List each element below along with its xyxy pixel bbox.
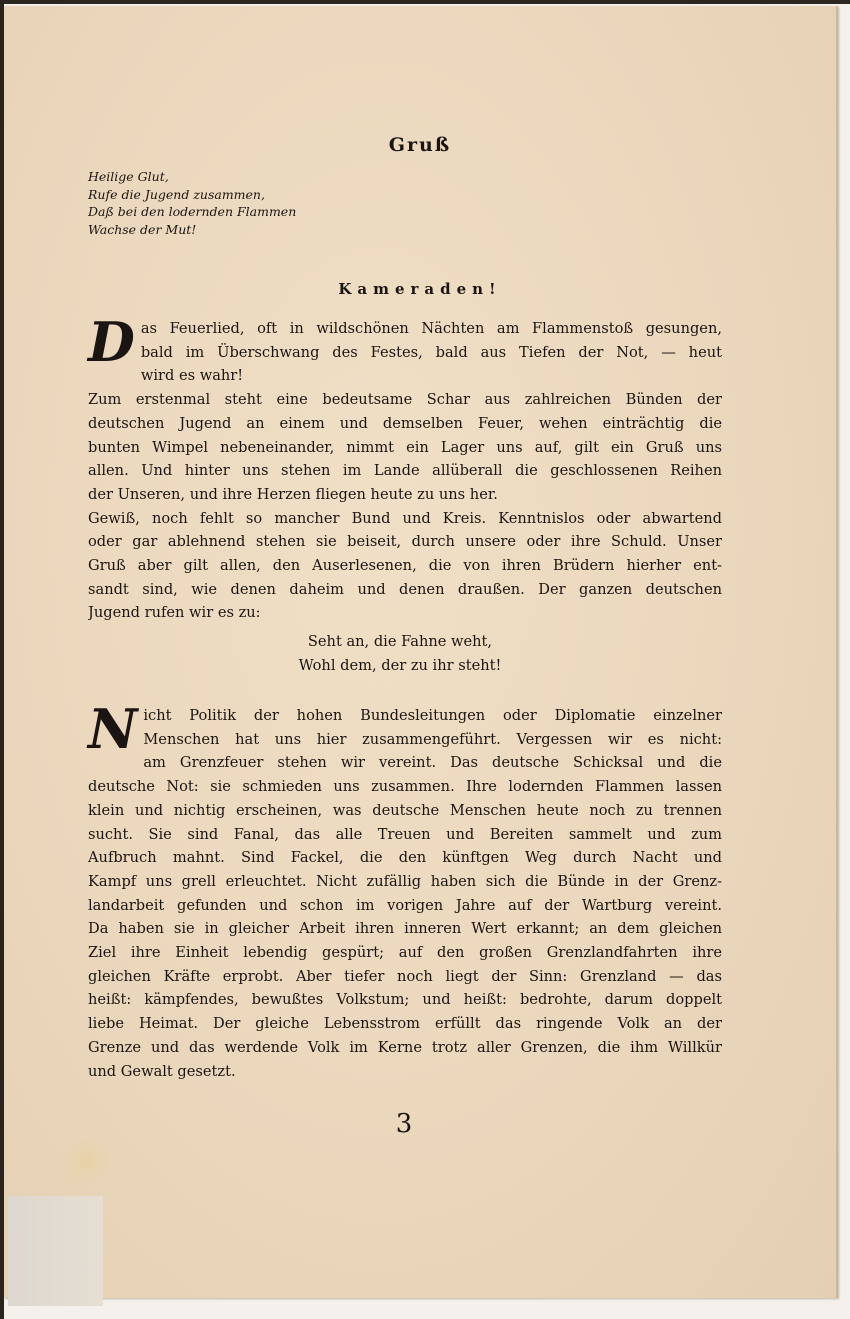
text-line: Da haben sie in gleicher Arbeit ihren inneren Wert erkannt; an dem gleichen xyxy=(88,920,722,938)
section-heading: Kameraden! xyxy=(338,280,502,298)
text-line: heißt: kämpfendes, bewußtes Volkstum; und heißt: bedrohte, darum doppelt xyxy=(88,991,722,1009)
poem-line: Daß bei den lodernden Flammen xyxy=(88,204,297,220)
text-line: Kampf uns grell erleuchtet. Nicht zufällig haben sich die Bünde in der Grenz- xyxy=(88,872,722,890)
scan-top-edge xyxy=(0,0,850,4)
text-line: deutschen Jugend an einem und demselben Feuer, wehen einträchtig die xyxy=(88,414,722,432)
text-line: gleichen Kräfte erprobt. Aber tiefer noch liegt der Sinn: Grenzland — das xyxy=(88,967,722,985)
paragraph-1 xyxy=(88,310,722,625)
couplet-line: Seht an, die Fahne weht, xyxy=(307,633,493,650)
paragraph-2 xyxy=(88,697,722,1083)
page-title: Gruß xyxy=(388,134,452,156)
paper-stain xyxy=(62,1136,112,1186)
text-line: bunten Wimpel nebeneinander, nimmt ein Lager uns auf, gilt ein Gruß uns xyxy=(88,438,722,456)
text-line: klein und nichtig erscheinen, was deutsche Menschen heute noch zu trennen xyxy=(88,801,722,819)
text-line: sucht. Sie sind Fanal, das alle Treuen und Bereiten sammelt und zum xyxy=(88,825,722,843)
text-line: wird es wahr! xyxy=(140,367,244,385)
text-line: liebe Heimat. Der gleiche Lebensstrom erfüllt das ringende Volk an der xyxy=(88,1015,722,1033)
drop-cap: D xyxy=(88,310,135,374)
poem-line: Rufe die Jugend zusammen, xyxy=(88,186,265,202)
text-line: Jugend rufen wir es zu: xyxy=(88,604,261,622)
text-line: der Unseren, und ihre Herzen fliegen heute zu uns her. xyxy=(88,485,498,503)
couplet xyxy=(4,630,796,677)
text-line: bald im Überschwang des Festes, bald aus Tiefen der Not, — heut xyxy=(140,343,722,361)
text-line: Gruß aber gilt allen, den Auserlesenen, die von ihren Brüdern hierher ent- xyxy=(88,557,722,575)
book-page xyxy=(4,6,838,1298)
couplet-line: Wohl dem, der zu ihr steht! xyxy=(298,656,502,674)
text-line: Gewiß, noch fehlt so mancher Bund und Kreis. Kenntnislos oder abwartend xyxy=(88,509,722,527)
page-corner-shade xyxy=(8,1196,103,1306)
epigraph-poem xyxy=(88,168,488,239)
text-line: landarbeit gefunden und schon im vorigen Jahre auf der Wartburg vereint. xyxy=(88,896,722,914)
poem-line: Heilige Glut, xyxy=(88,169,169,184)
text-line: oder gar ablehnend stehen sie beiseit, durch unsere oder ihre Schuld. Unser xyxy=(88,533,722,551)
page-number: 3 xyxy=(395,1109,413,1139)
text-line: Menschen hat uns hier zusammengeführt. Vergessen wir es nicht: xyxy=(143,730,722,748)
drop-cap: N xyxy=(88,697,138,761)
poem-line: Wachse der Mut! xyxy=(88,222,197,238)
text-line: Zum erstenmal steht eine bedeutsame Schar aus zahlreichen Bünden der xyxy=(88,391,722,409)
text-line: icht Politik der hohen Bundesleitungen oder Diplomatie einzelner xyxy=(143,707,722,724)
text-line: und Gewalt gesetzt. xyxy=(88,1062,236,1080)
text-line: Aufbruch mahnt. Sind Fackel, die den künftgen Weg durch Nacht und xyxy=(88,849,722,867)
text-line: deutsche Not: sie schmieden uns zusammen. Ihre lodernden Flammen lassen xyxy=(88,778,722,796)
text-line: Grenze und das werdende Volk im Kerne trotz aller Grenzen, die ihm Willkür xyxy=(88,1038,722,1056)
text-line: am Grenzfeuer stehen wir vereint. Das deutsche Schicksal und die xyxy=(143,754,722,772)
text-line: allen. Und hinter uns stehen im Lande allüberall die geschlossenen Reihen xyxy=(88,462,722,480)
text-line: sandt sind, wie denen daheim und denen draußen. Der ganzen deutschen xyxy=(88,580,722,598)
text-line: Ziel ihre Einheit lebendig gespürt; auf den großen Grenzlandfahrten ihre xyxy=(88,944,722,962)
text-line: as Feuerlied, oft in wildschönen Nächten am Flammenstoß gesungen, xyxy=(140,320,722,337)
